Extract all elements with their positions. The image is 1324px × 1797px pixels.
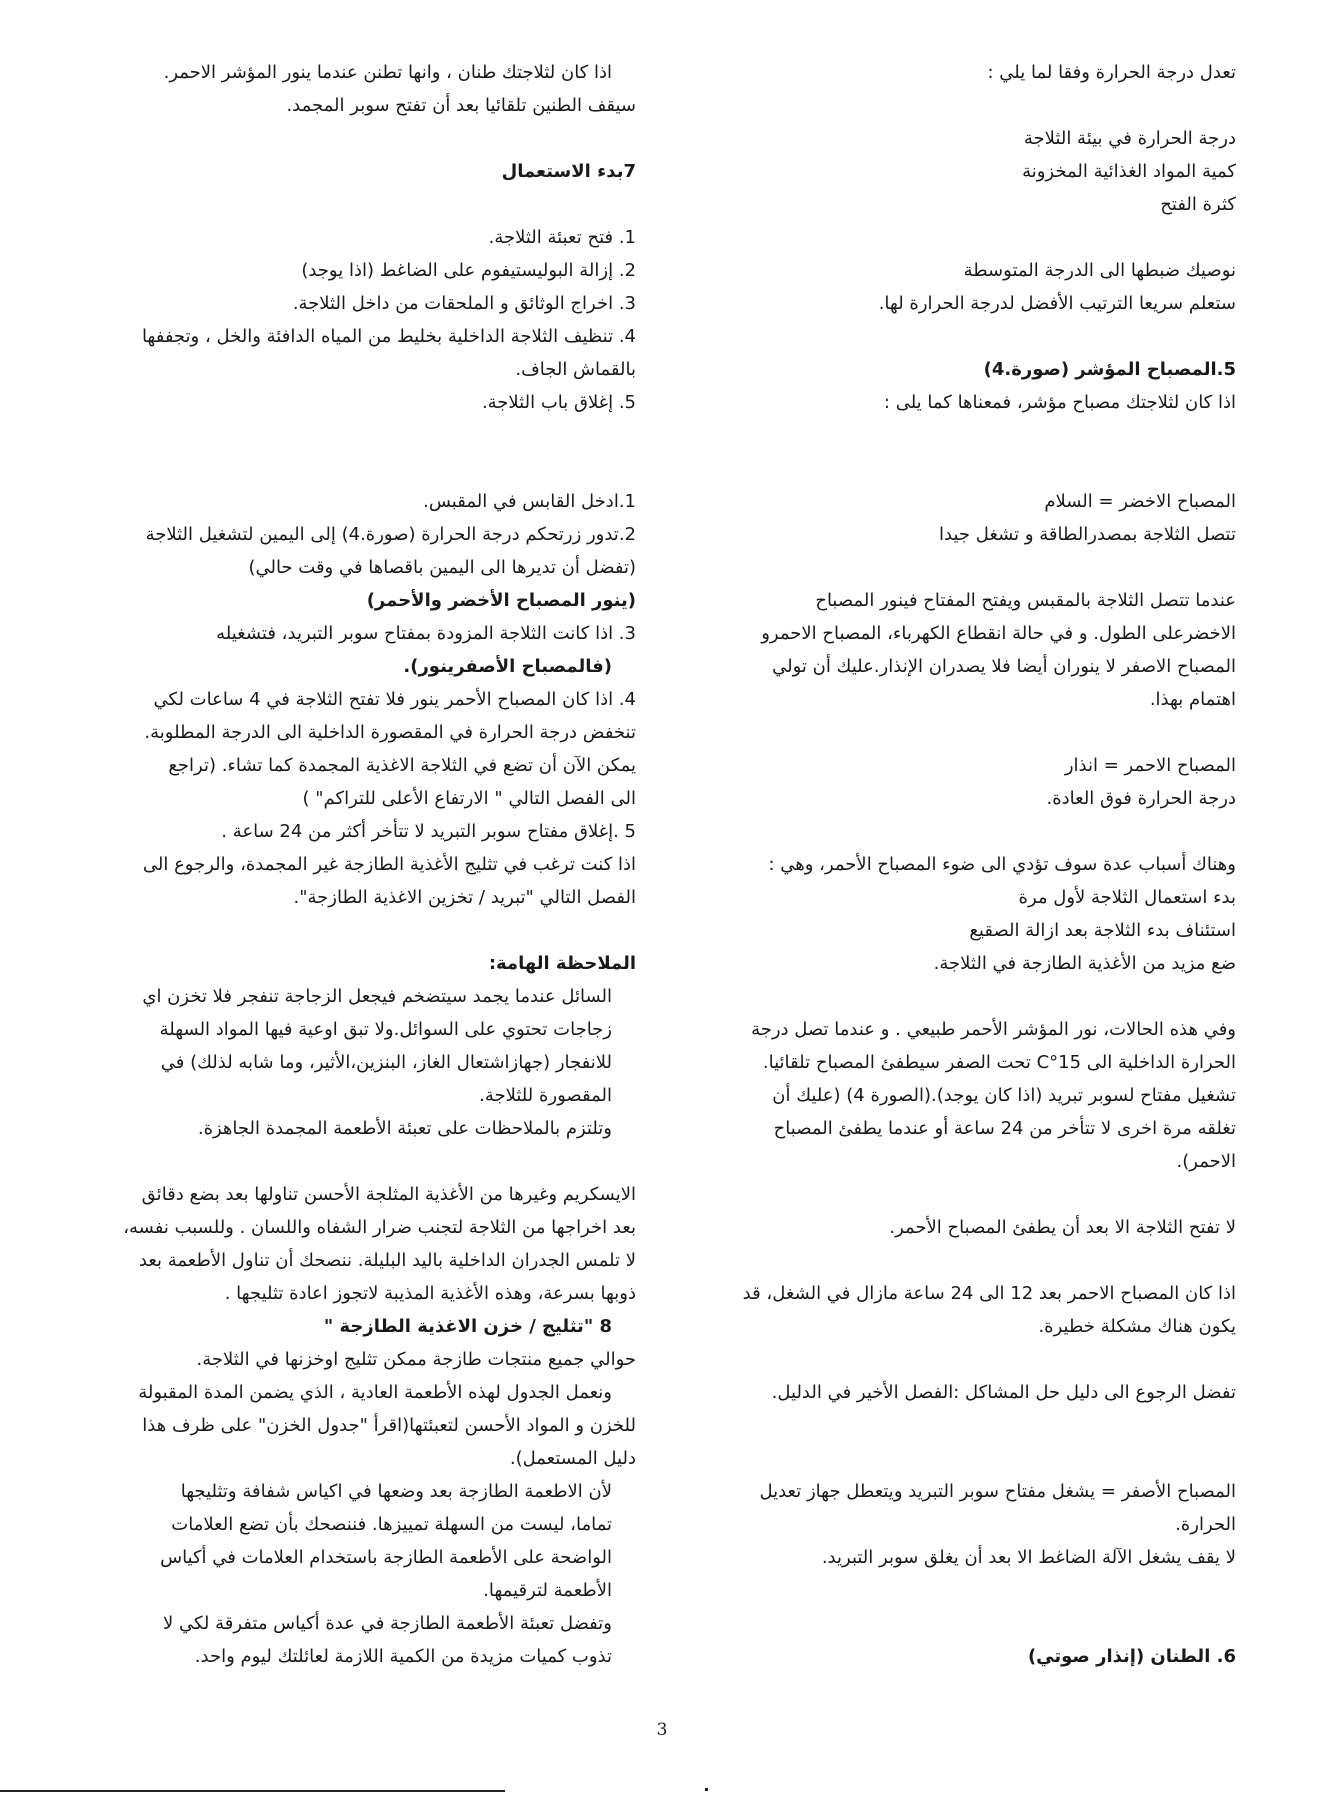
text-line: اهتمام بهذا. (1149, 689, 1236, 710)
text-line: وفي هذه الحالات، نور المؤشر الأحمر طبيعي . و عندما تصل درجة (751, 1019, 1236, 1040)
text-line: لا يقف يشغل الآلة الضاغط الا بعد أن يغلق سوبر التبريد. (821, 1547, 1236, 1568)
temperature-advice (696, 254, 1236, 320)
list-item: الى الفصل التالي " الارتفاع الأعلى للتراكم" ) (302, 788, 636, 809)
text-line: المصباح الاحمر = انذار (1064, 755, 1236, 776)
text-line: وتفضل تعبئة الأطعمة الطازجة في عدة أكياس متفرقة لكي لا (162, 1613, 612, 1634)
text-line: الحرارة الداخلية الى 15°C تحت الصفر سيطفئ المصباح تلقائيا. (762, 1052, 1236, 1073)
text-line: حوالي جميع منتجات طازجة ممكن تثليج اوخزنها في الثلاجة. (196, 1349, 636, 1370)
section-heading: 6. الطنان (إنذار صوتي) (1027, 1646, 1236, 1667)
text-line: عندما تتصل الثلاجة بالمقبس ويفتح المفتاح فينور المصباح (815, 590, 1236, 611)
text-line: الحرارة. (1175, 1514, 1236, 1535)
list-item: 5 .إغلاق مفتاح سوبر التبريد لا تتأخر أكثر من 24 ساعة . (221, 821, 636, 842)
text-line: ذوبها بسرعة، وهذه الأغذية المذيبة لاتجوز اعادة تثليجها . (224, 1283, 636, 1304)
text-line: تعدل درجة الحرارة وفقا لما يلي : (987, 62, 1236, 83)
list-item: درجة الحرارة في بيئة الثلاجة (1023, 128, 1236, 149)
list-item: كثرة الفتح (1160, 194, 1236, 215)
text-line: يكون هناك مشكلة خطيرة. (1038, 1316, 1236, 1337)
text-line: اذا كان المصباح الاحمر بعد 12 الى 24 ساعة مازال في الشغل، قد (742, 1283, 1236, 1304)
no-open-warning (696, 1211, 1236, 1244)
section-heading: 7بدء الاستعمال (501, 161, 636, 182)
list-item: 2. إزالة البوليستيفوم على الضاغط (اذا يوجد) (301, 260, 636, 281)
list-item: الفصل التالي "تبريد / تخزين الاغذية الطازجة". (293, 887, 636, 908)
section-8 (91, 1310, 636, 1673)
text-line: وهناك أسباب عدة سوف تؤدي الى ضوء المصباح الأحمر، وهي : (768, 854, 1236, 875)
text-line: درجة الحرارة فوق العادة. (1046, 788, 1236, 809)
text-line: تشغيل مفتاح لسوبر تبريد (اذا كان يوجد).(الصورة 4) (عليك أن (772, 1085, 1236, 1106)
text-line: بعد اخراجها من الثلاجة لتجنب ضرار الشفاه واللسان . وللسبب نفسه، (123, 1217, 636, 1238)
list-item: 3. اخراج الوثائق و الملحقات من داخل الثلاجة. (292, 293, 636, 314)
red-lamp-info (696, 749, 1236, 815)
startup-steps (91, 485, 636, 914)
list-item: ضع مزيد من الأغذية الطازجة في الثلاجة. (933, 953, 1236, 974)
text-line: وتلتزم بالملاحظات على تعبئة الأطعمة المجمدة الجاهزة. (197, 1118, 612, 1139)
left-column (91, 56, 636, 1673)
text-line: تفضل الرجوع الى دليل حل المشاكل :الفصل الأخير في الدليل. (771, 1382, 1236, 1403)
section-heading: 8 "تثليج / خزن الاغذية الطازجة " (323, 1316, 612, 1337)
list-item: (ينور المصباح الأخضر والأحمر) (366, 590, 636, 611)
footer-mark (705, 1788, 708, 1791)
text-line: المصباح الأصفر = يشغل مفتاح سوبر التبريد ويتعطل جهاز تعديل (759, 1481, 1236, 1502)
temperature-factors-list (696, 122, 1236, 221)
list-item: (فالمصباح الأصفرينور). (403, 656, 612, 677)
list-item: كمية المواد الغذائية المخزونة (1022, 161, 1236, 182)
section-6 (696, 1640, 1236, 1673)
page-number: 3 (656, 1720, 668, 1740)
list-item: 4. تنظيف الثلاجة الداخلية بخليط من المياه الدافئة والخل ، وتجففها (141, 326, 636, 347)
text-line: الأطعمة لترقيمها. (483, 1580, 612, 1601)
green-lamp-info (696, 485, 1236, 551)
list-item: (تفضل أن تديرها الى اليمين باقصاها في وقت حالي) (248, 557, 636, 578)
text-line: دليل المستعمل). (509, 1448, 636, 1469)
section-5 (696, 353, 1236, 419)
normal-indicator-paragraph (696, 1013, 1236, 1178)
text-line: لأن الاطعمة الطازجة بعد وضعها في اكياس شفافة وتثليجها (180, 1481, 612, 1502)
list-item: تنخفض درجة الحرارة في المقصورة الداخلية الى الدرجة المطلوبة. (144, 722, 636, 743)
yellow-lamp-info (696, 1475, 1236, 1574)
text-line: نوصيك ضبطها الى الدرجة المتوسطة (963, 260, 1236, 281)
temperature-intro (696, 56, 1236, 89)
power-paragraph (696, 584, 1236, 716)
text-line: المصباح الاخضر = السلام (1044, 491, 1236, 512)
text-line: تذوب كميات مزيدة من الكمية اللازمة لعائلتك ليوم واحد. (194, 1646, 612, 1667)
text-line: للخزن و المواد الأحسن لتعبئتها(اقرأ "جدول الخزن" على ظرف هذا (142, 1415, 636, 1436)
list-item: 1. فتح تعبئة الثلاجة. (488, 227, 636, 248)
section-heading: 5.المصباح المؤشر (صورة.4) (983, 359, 1236, 380)
text-line: لا تلمس الجدران الداخلية باليد البليلة. ننصحك أن تناول الأطعمة بعد (138, 1250, 636, 1271)
text-line: الاخضرعلى الطول. و في حالة انقطاع الكهرباء، المصباح الاحمرو (761, 623, 1236, 644)
list-item: يمكن الآن أن تضع في الثلاجة الاغذية المجمدة كما تشاء. (تراجع (168, 755, 636, 776)
text-line: اذا كان لثلاجتك طنان ، وانها تطنن عندما ينور المؤشر الاحمر. (163, 62, 612, 83)
text-line: المقصورة للثلاجة. (479, 1085, 612, 1106)
list-item: 3. اذا كانت الثلاجة المزودة بمفتاح سوبر التبريد، فتشغيله (216, 623, 636, 644)
red-lamp-causes (696, 848, 1236, 980)
right-column (696, 56, 1236, 1673)
list-item: اذا كنت ترغب في تثليج الأغذية الطازجة غير المجمدة، والرجوع الى (142, 854, 636, 875)
footer-rule (0, 1790, 505, 1792)
troubleshoot-reference (696, 1376, 1236, 1409)
text-line: تتصل الثلاجة بمصدرالطاقة و تشغل جيدا (939, 524, 1236, 545)
list-item: استئناف بدء الثلاجة بعد ازالة الصقيع (969, 920, 1236, 941)
text-line: تغلقه مرة اخرى لا تتأخر من 24 ساعة أو عندما يطفئ المصباح (773, 1118, 1236, 1139)
text-line: اذا كان لثلاجتك مصباح مؤشر، فمعناها كما يلى : (883, 392, 1236, 413)
list-item: بالقماش الجاف. (515, 359, 636, 380)
text-line: الاحمر). (1176, 1151, 1236, 1172)
list-item: 2.تدور زرتحكم درجة الحرارة (صورة.4) إلى اليمين لتشغيل الثلاجة (145, 524, 636, 545)
problem-paragraph (696, 1277, 1236, 1343)
text-line: الايسكريم وغيرها من الأغذية المثلجة الأحسن تناولها بعد بضع دقائق (141, 1184, 636, 1205)
icecream-paragraph (91, 1178, 636, 1310)
text-line: الواضحة على الأطعمة الطازجة باستخدام العلامات في أكياس (160, 1547, 612, 1568)
text-line: تماما، ليست من السهلة تمييزها. فننصحك بأن تضع العلامات (171, 1514, 612, 1535)
section-heading: الملاحظة الهامة: (488, 953, 636, 974)
text-line: لا تفتح الثلاجة الا بعد أن يطفئ المصباح الأحمر. (889, 1217, 1236, 1238)
text-line: المصباح الاصفر لا ينوران أيضا فلا يصدران الإنذار.عليك أن تولي (772, 656, 1236, 677)
text-line: سيقف الطنين تلقائيا بعد أن تفتح سوبر المجمد. (286, 95, 636, 116)
text-line: ستعلم سريعا الترتيب الأفضل لدرجة الحرارة لها. (878, 293, 1236, 314)
list-item: 4. اذا كان المصباح الأحمر ينور فلا تفتح الثلاجة في 4 ساعات لكي (153, 689, 636, 710)
list-item: 5. إغلاق باب الثلاجة. (481, 392, 636, 413)
text-line: ونعمل الجدول لهذه الأطعمة العادية ، الذي يضمن المدة المقبولة (138, 1382, 612, 1403)
text-line: زجاجات تحتوي على السوائل.ولا تبق اوعية فيها المواد السهلة (159, 1019, 612, 1040)
section-7 (91, 155, 636, 188)
preparation-steps (91, 221, 636, 419)
list-item: بدء استعمال الثلاجة لأول مرة (1018, 887, 1236, 908)
list-item: 1.ادخل القابس في المقبس. (423, 491, 636, 512)
text-line: السائل عندما يجمد سيتضخم فيجعل الزجاجة تنفجر فلا تخزن اي (142, 986, 612, 1007)
important-note (91, 947, 636, 1145)
text-line: للانفجار (جهازاشتعال الغاز، البنزين،الأثير، وما شابه لذلك) في (160, 1052, 612, 1073)
buzzer-paragraph (91, 56, 636, 122)
